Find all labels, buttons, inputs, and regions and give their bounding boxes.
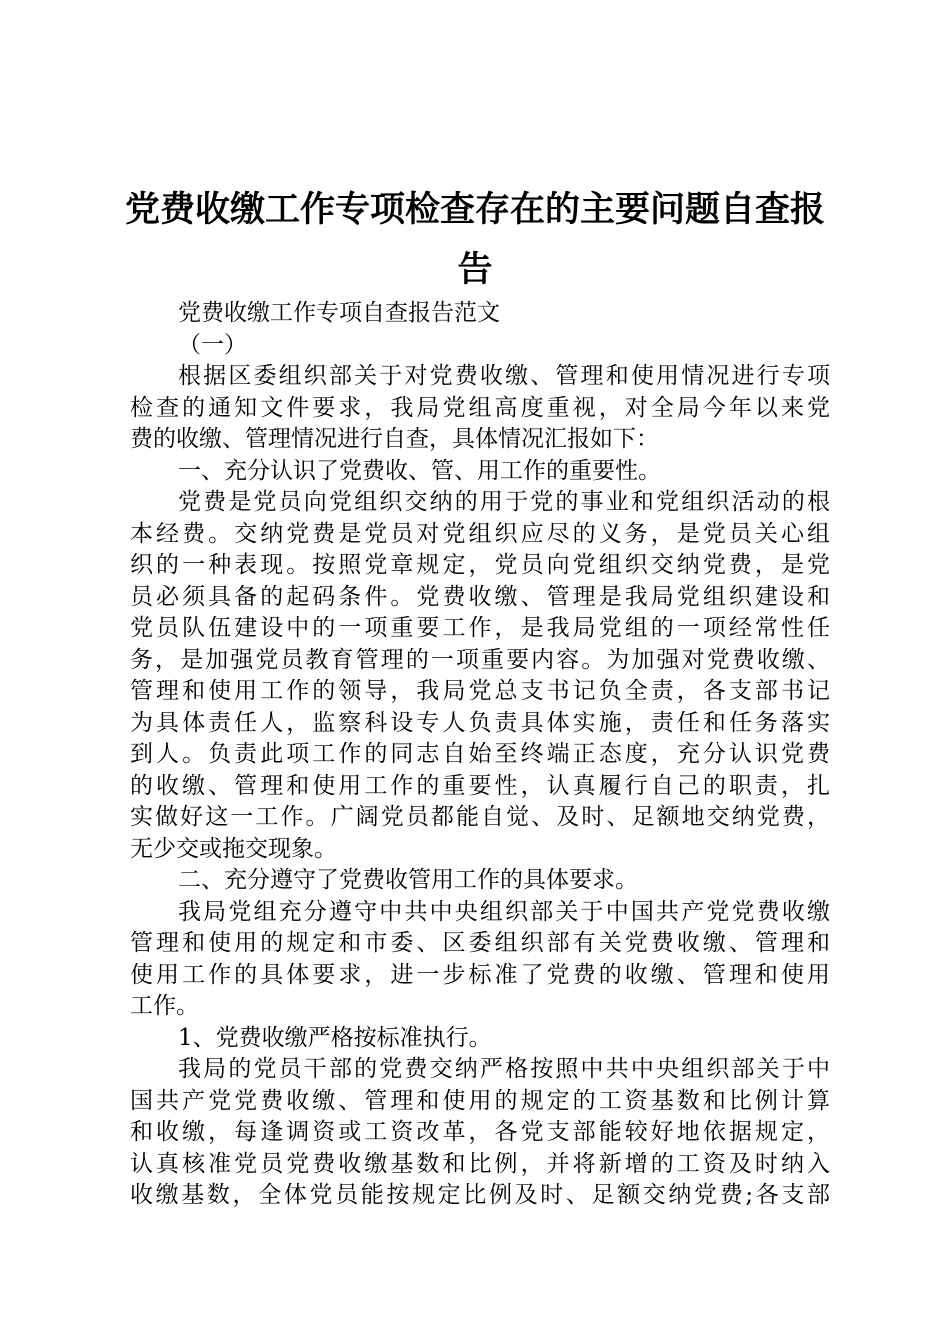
text-line: 使用工作的具体要求，进一步标准了党费的收缴、管理和使用 <box>130 961 830 988</box>
text-line: 到人。负责此项工作的同志自始至终端正态度，充分认识党费 <box>130 741 830 767</box>
text-line: 的收缴、管理和使用工作的重要性，认真履行自己的职责，扎 <box>130 772 830 799</box>
document-body <box>130 298 830 1212</box>
text-line: 党费是党员向党组织交纳的用于党的事业和党组织活动的根 <box>178 489 830 515</box>
text-line: 检查的通知文件要求，我局党组高度重视，对全局今年以来党 <box>130 394 830 421</box>
text-line: 织的一种表现。按照党章规定，党员向党组织交纳党费，是党 <box>130 552 830 578</box>
text-line: 二、充分遵守了党费收管用工作的具体要求。 <box>178 867 638 893</box>
text-line: 费的收缴、管理情况进行自查，具体情况汇报如下： <box>130 426 659 452</box>
text-line: 和收缴，每逢调资或工资改革，各党支部能较好地依据规定， <box>130 1119 830 1145</box>
text-line: 一、充分认识了党费收、管、用工作的重要性。 <box>178 457 661 484</box>
text-line: 收缴基数，全体党员能按规定比例及时、足额交纳党费;各支部 <box>130 1182 830 1208</box>
text-line: 党员队伍建设中的一项重要工作，是我局党组的一项经常性任 <box>130 615 830 641</box>
text-line: 实做好这一工作。广阔党员都能自觉、及时、足额地交纳党费， <box>130 804 830 830</box>
title-line-2: 告 <box>457 249 493 290</box>
text-line: 工作。 <box>130 993 199 1019</box>
text-line: （一） <box>178 331 247 358</box>
text-line: 本经费。交纳党费是党员对党组织应尽的义务，是党员关心组 <box>130 520 830 547</box>
text-line: 无少交或拖交现象。 <box>130 835 337 862</box>
title-line-1: 党费收缴工作专项检查存在的主要问题自查报 <box>124 189 825 230</box>
text-line: 认真核准党员党费收缴基数和比例，并将新增的工资及时纳入 <box>130 1150 830 1177</box>
document-title <box>120 180 830 300</box>
text-line: 为具体责任人，监察科设专人负责具体实施，责任和任务落实 <box>130 709 830 736</box>
text-line: 我局党组充分遵守中共中央组织部关于中国共产党党费收缴 <box>178 898 830 925</box>
text-line: 根据区委组织部关于对党费收缴、管理和使用情况进行专项 <box>178 363 830 389</box>
text-line: 管理和使用工作的领导，我局党总支书记负全责，各支部书记 <box>130 678 830 704</box>
text-line: 党费收缴工作专项自查报告范文 <box>178 300 500 326</box>
text-line: 管理和使用的规定和市委、区委组织部有关党费收缴、管理和 <box>130 930 830 956</box>
text-line: 国共产党党费收缴、管理和使用的规定的工资基数和比例计算 <box>130 1087 830 1114</box>
text-line: 员必须具备的起码条件。党费收缴、管理是我局党组织建设和 <box>130 583 830 610</box>
text-line: 1、党费收缴严格按标准执行。 <box>178 1024 492 1051</box>
text-line: 我局的党员干部的党费交纳严格按照中共中央组织部关于中 <box>178 1056 830 1082</box>
text-line: 务，是加强党员教育管理的一项重要内容。为加强对党费收缴、 <box>130 646 830 673</box>
